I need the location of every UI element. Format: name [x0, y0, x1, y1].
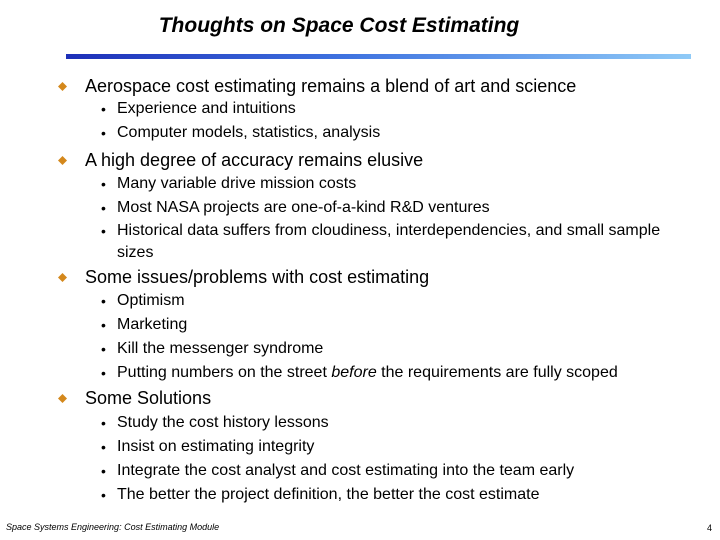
bullet-dot: • — [101, 487, 106, 503]
list-item: Integrate the cost analyst and cost estimating into the team early — [117, 462, 575, 479]
list-item: The better the project definition, the better the cost estimate — [117, 486, 540, 503]
list-item — [117, 361, 697, 385]
section-heading: Aerospace cost estimating remains a blend of art and science — [85, 76, 577, 96]
item-text-emphasis: before — [331, 364, 377, 381]
diamond-bullet-icon — [58, 273, 67, 282]
bullet-dot: • — [101, 176, 106, 192]
section-heading: Some issues/problems with cost estimating — [85, 267, 430, 287]
diamond-bullet-icon — [58, 156, 67, 165]
diamond-bullet-icon — [58, 82, 67, 91]
list-item: Computer models, statistics, analysis — [117, 124, 381, 141]
list-item: Most NASA projects are one-of-a-kind R&D ventures — [117, 199, 490, 216]
list-item: Many variable drive mission costs — [117, 175, 357, 192]
item-text-before: Putting numbers on the street — [117, 364, 332, 381]
list-item: Insist on estimating integrity — [117, 438, 315, 455]
bullet-dot: • — [101, 439, 106, 455]
list-item: Kill the messenger syndrome — [117, 340, 324, 357]
bullet-dot: • — [101, 341, 106, 357]
list-item: Historical data suffers from cloudiness, interdependencies, and small sample sizes — [117, 222, 661, 261]
list-item: Marketing — [117, 316, 188, 333]
bullet-dot: • — [101, 200, 106, 216]
bullet-dot: • — [101, 463, 106, 479]
bullet-dot: • — [101, 415, 106, 431]
diamond-bullet-icon — [58, 394, 67, 403]
slide-footer: Space Systems Engineering: Cost Estimating Module — [6, 522, 220, 532]
page-number: 4 — [706, 523, 712, 533]
bullet-dot: • — [101, 101, 106, 117]
bullet-dot: • — [101, 365, 106, 381]
bullet-dot: • — [101, 317, 106, 333]
slide-title: Thoughts on Space Cost Estimating — [158, 14, 520, 37]
list-item: Optimism — [117, 292, 185, 309]
section-heading: Some Solutions — [85, 388, 212, 408]
item-text-after: the requirements are fully scoped — [376, 364, 618, 381]
list-item: Experience and intuitions — [117, 100, 296, 117]
bullet-dot: • — [101, 293, 106, 309]
bullet-dot: • — [101, 125, 106, 141]
list-item: Study the cost history lessons — [117, 414, 329, 431]
bullet-dot: • — [101, 223, 106, 239]
section-heading: A high degree of accuracy remains elusive — [85, 150, 424, 170]
